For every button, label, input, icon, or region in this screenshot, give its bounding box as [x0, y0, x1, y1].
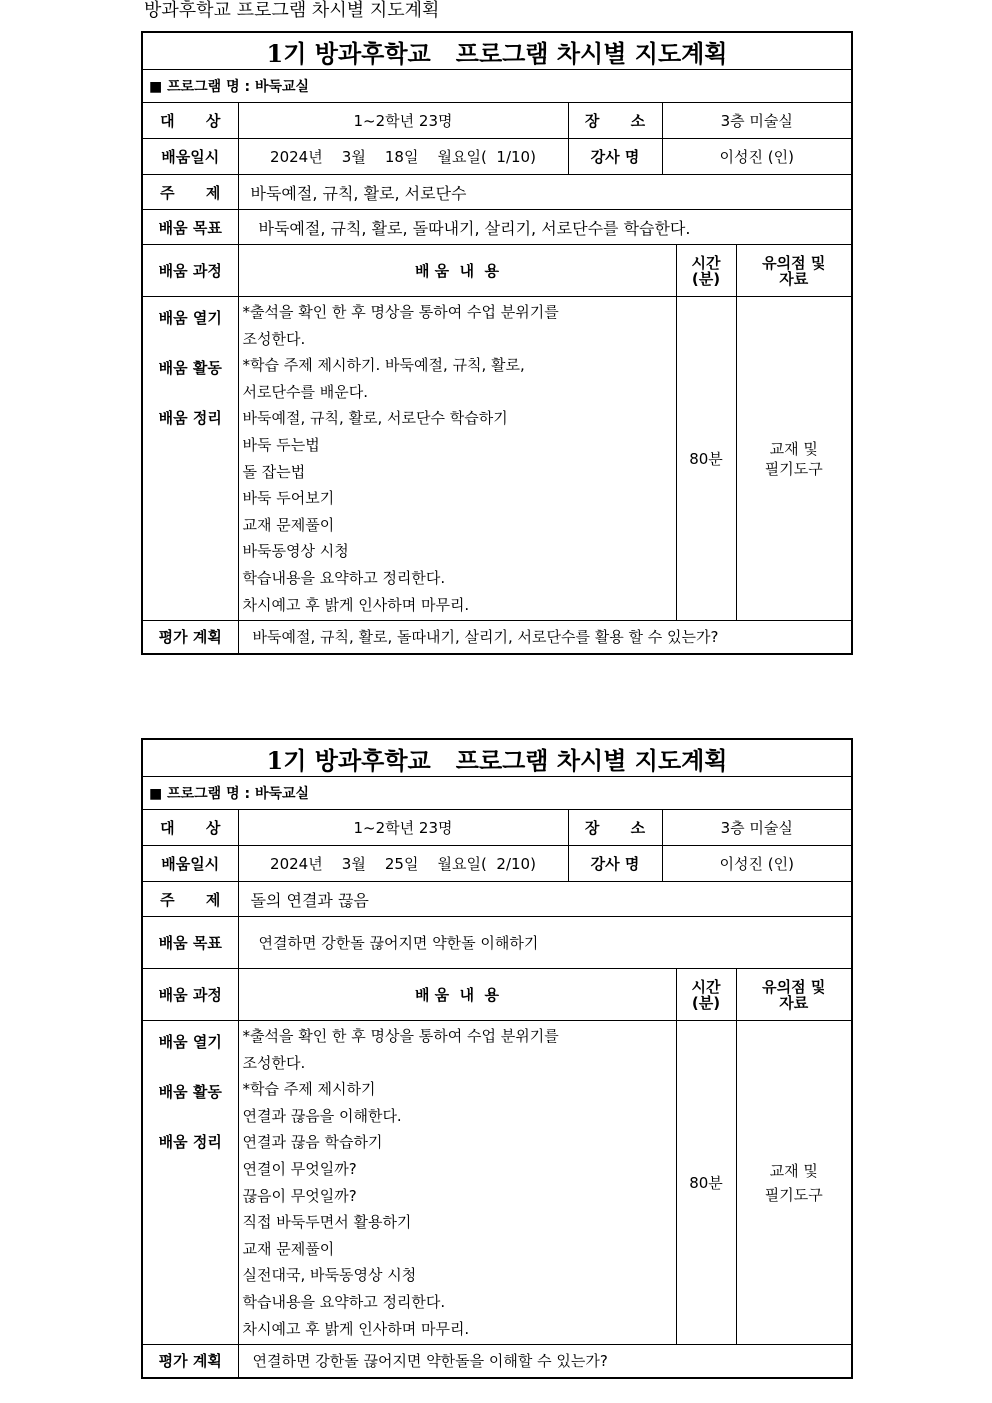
goal-value: 연결하면 강한돌 끊어지면 약한돌 이해하기 — [238, 917, 852, 969]
program-name: ■ 프로그램 명 : 바둑교실 — [142, 70, 852, 103]
place-value: 3층 미술실 — [662, 810, 852, 846]
stage-opening: 배움 열기 — [158, 309, 222, 327]
plan-title: 1기 방과후학교 프로그램 차시별 지도계획 — [142, 739, 852, 777]
instructor-value: 이성진 (인) — [662, 139, 852, 175]
content-line: 바둑 두는법 — [242, 435, 320, 454]
evaluation-value: 바둑예절, 규칙, 활로, 돌따내기, 살리기, 서로단수를 활용 할 수 있는가? — [238, 621, 852, 654]
content-line: 학습내용을 요약하고 정리한다. — [242, 1292, 446, 1311]
content-line: *학습 주제 제시하기 — [242, 1080, 376, 1099]
content-line: 차시예고 후 밝게 인사하며 마무리. — [242, 595, 470, 614]
content-line: 직접 바둑두면서 활용하기 — [242, 1213, 412, 1232]
content-line: 차시예고 후 밝게 인사하며 마무리. — [242, 1319, 470, 1338]
content-line: 교재 문제풀이 — [242, 1239, 335, 1258]
instructor-label: 강사 명 — [568, 846, 662, 882]
topic-value: 돌의 연결과 끊음 — [238, 882, 852, 917]
content-line: 돌 잡는법 — [242, 462, 306, 481]
stage-activity: 배움 활동 — [158, 1083, 222, 1101]
materials-value: 교재 및 필기도구 — [736, 1021, 852, 1345]
place-label: 장 소 — [568, 103, 662, 139]
content-line: 바둑예절, 규칙, 활로, 서로단수 학습하기 — [242, 409, 508, 428]
content-line: 바둑동영상 시청 — [242, 542, 349, 561]
instructor-label: 강사 명 — [568, 139, 662, 175]
place-value: 3층 미술실 — [662, 103, 852, 139]
time-value: 80분 — [676, 297, 736, 621]
content-header: 배 움 내 용 — [238, 245, 676, 297]
stage-opening: 배움 열기 — [158, 1033, 222, 1051]
topic-value: 바둑예절, 규칙, 활로, 서로단수 — [238, 175, 852, 210]
goal-label: 배움 목표 — [142, 917, 238, 969]
date-value: 2024년 3월 18일 월요일( 1/10) — [238, 139, 568, 175]
target-value: 1~2학년 23명 — [238, 103, 568, 139]
content-line: 실전대국, 바둑동영상 시청 — [242, 1266, 417, 1285]
target-label: 대 상 — [142, 810, 238, 846]
content-line: 바둑 두어보기 — [242, 489, 335, 508]
content-line: *출석을 확인 한 후 명상을 통하여 수업 분위기를 — [242, 1027, 559, 1045]
process-label: 배움 과정 — [142, 969, 238, 1021]
materials-value: 교재 및 필기도구 — [736, 297, 852, 621]
content-line: 서로단수를 배운다. — [242, 382, 368, 401]
time-header: 시간 (분) — [676, 969, 736, 1021]
plan-title: 1기 방과후학교 프로그램 차시별 지도계획 — [142, 32, 852, 70]
stage-closing: 배움 정리 — [158, 1133, 222, 1151]
instructor-value: 이성진 (인) — [662, 846, 852, 882]
topic-label: 주 제 — [142, 882, 238, 917]
program-name: ■ 프로그램 명 : 바둑교실 — [142, 777, 852, 810]
goal-value: 바둑예절, 규칙, 활로, 돌따내기, 살리기, 서로단수를 학습한다. — [238, 210, 852, 245]
content-line: 연결이 무엇일까? — [242, 1159, 357, 1178]
date-label: 배움일시 — [142, 139, 238, 175]
place-label: 장 소 — [568, 810, 662, 846]
content-line: *학습 주제 제시하기. 바둑예절, 규칙, 활로, — [242, 356, 525, 375]
goal-label: 배움 목표 — [142, 210, 238, 245]
topic-label: 주 제 — [142, 175, 238, 210]
evaluation-label: 평가 계획 — [142, 1345, 238, 1378]
stage-closing: 배움 정리 — [158, 409, 222, 427]
content-line: 조성한다. — [242, 329, 306, 348]
content-lines — [238, 1021, 676, 1345]
process-label: 배움 과정 — [142, 245, 238, 297]
time-value: 80분 — [676, 1021, 736, 1345]
content-lines — [238, 297, 676, 621]
target-label: 대 상 — [142, 103, 238, 139]
content-line: 연결과 끊음을 이해한다. — [242, 1106, 402, 1125]
notes-header: 유의점 및 자료 — [736, 969, 852, 1021]
target-value: 1~2학년 23명 — [238, 810, 568, 846]
stage-activity: 배움 활동 — [158, 359, 222, 377]
content-line: 학습내용을 요약하고 정리한다. — [242, 568, 446, 587]
content-line: 연결과 끊음 학습하기 — [242, 1133, 383, 1152]
content-line: 조성한다. — [242, 1053, 306, 1072]
content-header: 배 움 내 용 — [238, 969, 676, 1021]
evaluation-label: 평가 계획 — [142, 621, 238, 654]
evaluation-value: 연결하면 강한돌 끊어지면 약한돌을 이해할 수 있는가? — [238, 1345, 852, 1378]
content-line: 교재 문제풀이 — [242, 515, 335, 534]
lesson-plan-table-1 — [141, 31, 853, 655]
notes-header: 유의점 및 자료 — [736, 245, 852, 297]
content-line: 끊음이 무엇일까? — [242, 1186, 357, 1205]
content-line: *출석을 확인 한 후 명상을 통하여 수업 분위기를 — [242, 303, 559, 321]
stage-list — [142, 297, 238, 621]
date-label: 배움일시 — [142, 846, 238, 882]
page-header: 방과후학교 프로그램 차시별 지도계획 — [144, 0, 440, 21]
time-header: 시간 (분) — [676, 245, 736, 297]
lesson-plan-table-2 — [141, 738, 853, 1379]
date-value: 2024년 3월 25일 월요일( 2/10) — [238, 846, 568, 882]
stage-list — [142, 1021, 238, 1345]
